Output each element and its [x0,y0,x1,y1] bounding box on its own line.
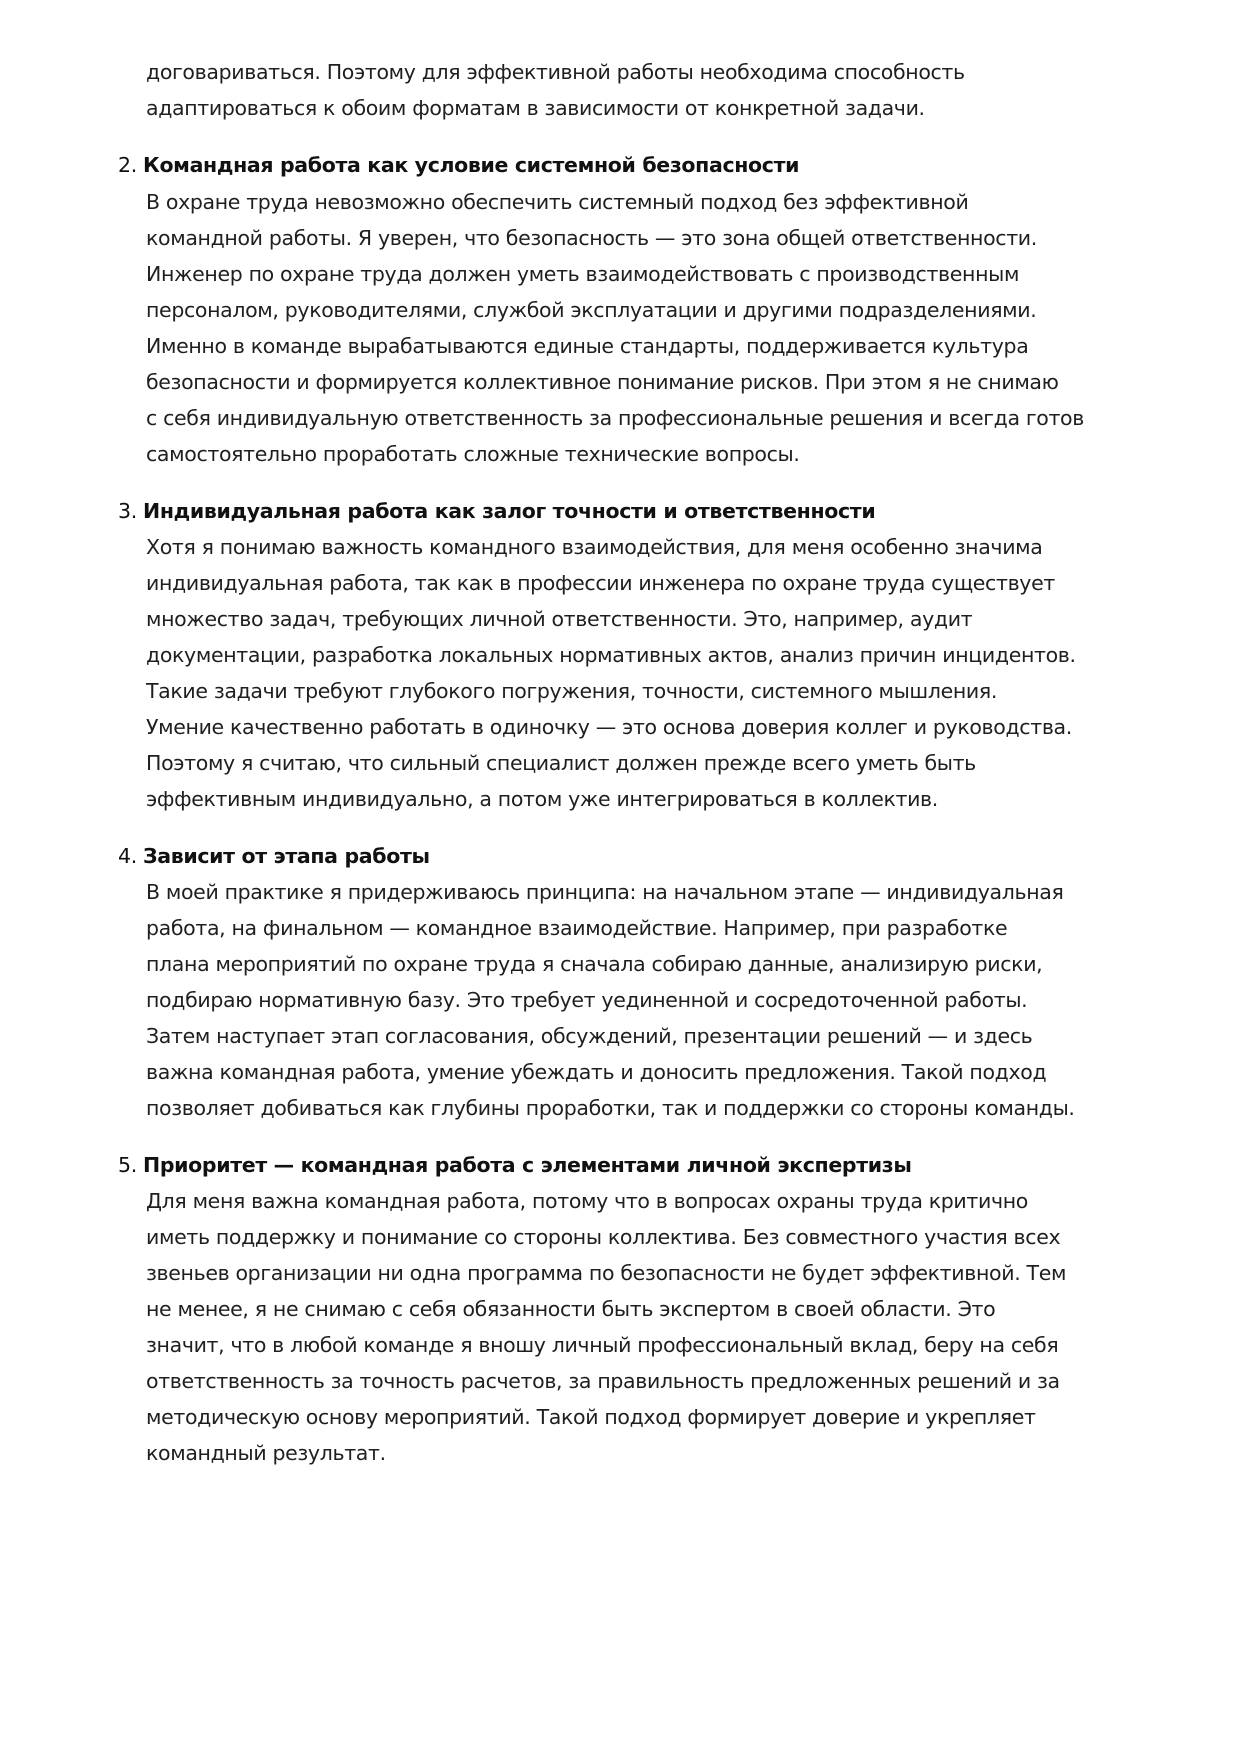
paragraph-line: ответственность за точность расчетов, за правильность предложенных решений и за [146,1369,1060,1393]
paragraph-line: командной работы. Я уверен, что безопасность — это зона общей ответственности. [146,226,1037,250]
paragraph-line: с себя индивидуальную ответственность за профессиональные решения и всегда готов [146,406,1084,430]
paragraph-line: индивидуальная работа, так как в профессии инженера по охране труда существует [146,571,1055,595]
paragraph-line: звеньев организации ни одна программа по безопасности не будет эффективной. Тем [146,1261,1067,1285]
item-number: 3. [118,499,137,523]
paragraph-line: договариваться. Поэтому для эффективной работы необходима способность [146,60,965,84]
item-title: Приоритет — командная работа с элементами личной экспертизы [143,1153,912,1177]
item-title: Индивидуальная работа как залог точности и ответственности [143,499,876,523]
item-heading [118,1145,912,1185]
paragraph-line: документации, разработка локальных нормативных актов, анализ причин инцидентов. [146,643,1076,667]
paragraph-line: Хотя я понимаю важность командного взаимодействия, для меня особенно значима [146,535,1043,559]
item-title: Командная работа как условие системной безопасности [143,153,800,177]
paragraph-line: позволяет добиваться как глубины проработки, так и поддержки со стороны команды. [146,1096,1075,1120]
paragraph-line: не менее, я не снимаю с себя обязанности быть экспертом в своей области. Это [146,1297,996,1321]
paragraph-line: В охране труда невозможно обеспечить системный подход без эффективной [146,190,969,214]
item-number: 4. [118,844,137,868]
paragraph-line: Умение качественно работать в одиночку — это основа доверия коллег и руководства. [146,715,1072,739]
paragraph-line: командный результат. [146,1441,386,1465]
paragraph-line: персоналом, руководителями, службой эксплуатации и другими подразделениями. [146,298,1037,322]
paragraph-line: множество задач, требующих личной ответственности. Это, например, аудит [146,607,973,631]
item-title: Зависит от этапа работы [143,844,430,868]
paragraph-line: В моей практике я придерживаюсь принципа: на начальном этапе — индивидуальная [146,880,1064,904]
item-number: 2. [118,153,137,177]
paragraph-line: работа, на финальном — командное взаимодействие. Например, при разработке [146,916,1008,940]
paragraph-line: Затем наступает этап согласования, обсуждений, презентации решений — и здесь [146,1024,1033,1048]
paragraph-line: Инженер по охране труда должен уметь взаимодействовать с производственным [146,262,1020,286]
item-heading [118,836,430,876]
paragraph-line: эффективным индивидуально, а потом уже интегрироваться в коллектив. [146,787,938,811]
paragraph-line: иметь поддержку и понимание со стороны коллектива. Без совместного участия всех [146,1225,1061,1249]
paragraph-line: самостоятельно проработать сложные технические вопросы. [146,442,800,466]
item-heading [118,491,875,531]
paragraph-line: Для меня важна командная работа, потому что в вопросах охраны труда критично [146,1189,1028,1213]
paragraph-line: Именно в команде вырабатываются единые стандарты, поддерживается культура [146,334,1029,358]
paragraph-line: адаптироваться к обоим форматам в зависимости от конкретной задачи. [146,96,925,120]
paragraph-line: Поэтому я считаю, что сильный специалист должен прежде всего уметь быть [146,751,976,775]
paragraph-line: Такие задачи требуют глубокого погружения, точности, системного мышления. [146,679,998,703]
paragraph-line: методическую основу мероприятий. Такой подход формирует доверие и укрепляет [146,1405,1036,1429]
item-heading [118,145,799,185]
paragraph-line: плана мероприятий по охране труда я сначала собираю данные, анализирую риски, [146,952,1043,976]
paragraph-line: значит, что в любой команде я вношу личный профессиональный вклад, беру на себя [146,1333,1059,1357]
paragraph-line: важна командная работа, умение убеждать и доносить предложения. Такой подход [146,1060,1047,1084]
paragraph-line: безопасности и формируется коллективное понимание рисков. При этом я не снимаю [146,370,1059,394]
paragraph-line: подбираю нормативную базу. Это требует уединенной и сосредоточенной работы. [146,988,1028,1012]
item-number: 5. [118,1153,137,1177]
